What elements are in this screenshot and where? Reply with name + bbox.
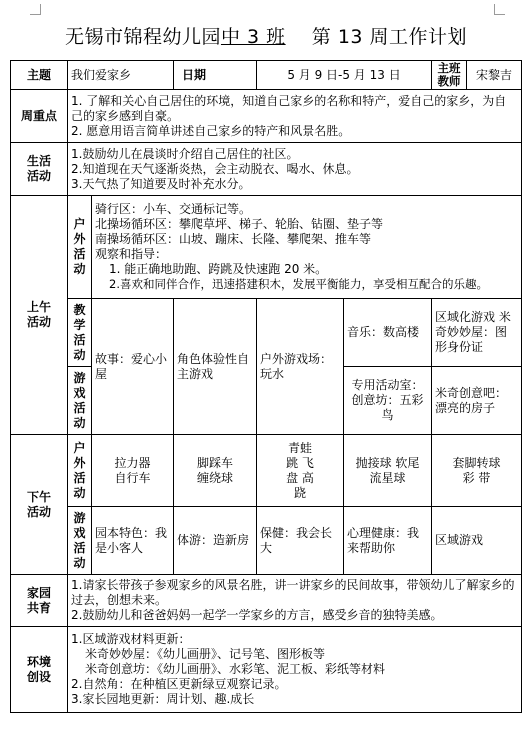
afternoon-outdoor-cell-5: 套脚转球 彩 带 (432, 435, 522, 507)
morning-label: 上午活动 (11, 196, 68, 435)
date-value: 5 月 9 日-5 月 13 日 (257, 61, 432, 90)
family-line-1: 1.请家长带孩子参观家乡的风景名胜，讲一讲家乡的民间故事，带领幼儿了解家乡的过去，创想未来。 (71, 578, 515, 607)
morning-story-cell: 故事：爱心小屋 (92, 299, 174, 435)
morning-creative-bar-cell: 米奇创意吧：漂亮的房子 (432, 367, 522, 435)
morning-area-game-cell: 区域化游戏 米奇妙妙屋：图形身份证 (432, 299, 522, 367)
family-line-2: 2.鼓励幼儿和爸爸妈妈一起学一学家乡的方言，感受乡音的独特美感。 (71, 608, 443, 622)
env-line-4: 2.自然角：在种植区更新绿豆观察记录。 (71, 677, 287, 691)
env-label: 环境创设 (11, 627, 68, 713)
afternoon-outdoor-row (11, 435, 522, 507)
env-content (68, 627, 522, 713)
focus-row (11, 90, 522, 143)
morning-outdoor-line-3: 南操场循环区：山坡、蹦床、长隆、攀爬架、推车等 (95, 232, 372, 246)
life-row (11, 143, 522, 196)
afternoon-game-cell-1: 园本特色：我是小客人 (92, 507, 174, 575)
morning-outdoor-line-2: 北操场循环区：攀爬草坪、梯子、轮胎、钻圈、垫子等 (95, 217, 384, 231)
morning-outdoor-line-6: 2.喜欢和同伴合作，迅速搭建积木，发展平衡能力，享受相互配合的乐趣。 (109, 277, 488, 291)
page-corner-mark-right (494, 4, 505, 15)
teacher-cell (432, 61, 522, 90)
morning-music-cell: 音乐：数高楼 (344, 299, 432, 367)
morning-teach-row (11, 299, 522, 367)
weekly-plan-table (10, 60, 522, 713)
life-line-3: 3.天气热了知道要及时补充水分。 (71, 176, 251, 191)
family-row (11, 575, 522, 627)
page-corner-mark-left (30, 4, 41, 15)
focus-line-1: 1. 了解和关心自己居住的环境，知道自己家乡的名称和特产，爱自己的家乡，为自己的家乡感到自豪。 (71, 93, 507, 123)
title-week: 第 13 周工作计划 (311, 26, 468, 48)
afternoon-game-cell-2: 体游：造新房 (174, 507, 257, 575)
afternoon-outdoor-label: 户外活动 (68, 435, 92, 507)
theme-label: 主题 (11, 61, 68, 90)
afternoon-outdoor-cell-4: 抛接球 软尾流星球 (344, 435, 432, 507)
afternoon-game-cell-5: 区域游戏 (432, 507, 522, 575)
theme-value: 我们爱家乡 (68, 61, 174, 90)
afternoon-game-cell-4: 心理健康：我来帮助你 (344, 507, 432, 575)
morning-outdoor-row (11, 196, 522, 299)
env-row (11, 627, 522, 713)
afternoon-label: 下午活动 (11, 435, 68, 575)
focus-line-2: 2. 愿意用语言简单讲述自己家乡的特产和风景名胜。 (71, 123, 351, 138)
life-line-1: 1.鼓励幼儿在晨谈时介绍自己居住的社区。 (71, 146, 299, 161)
teacher-value: 宋黎吉 (476, 67, 513, 82)
teacher-label: 主班教师 (432, 61, 467, 89)
env-line-2: 米奇妙妙屋：《幼儿画册》、记号笔、图形板等 (85, 647, 326, 661)
morning-game-label: 游戏活动 (68, 367, 92, 435)
focus-content (68, 90, 522, 143)
morning-role-game-cell: 角色体验性自主游戏 (174, 299, 257, 435)
page-title (0, 22, 532, 52)
morning-outdoor-line-1: 骑行区：小车、交通标记等。 (95, 202, 252, 216)
morning-outdoor-line-5: 1. 能正确地助跑、跨跳及快速跑 20 米。 (109, 262, 328, 276)
life-line-2: 2.知道现在天气逐渐炎热，会主动脱衣、喝水、休息。 (71, 161, 359, 176)
env-line-1: 1.区域游戏材料更新： (71, 632, 191, 646)
focus-label: 周重点 (11, 90, 68, 143)
morning-outdoor-game-cell: 户外游戏场：玩水 (257, 299, 344, 435)
morning-special-room-cell: 专用活动室：创意坊：五彩鸟 (344, 367, 432, 435)
morning-outdoor-label: 户外活动 (68, 196, 92, 299)
family-label: 家园共育 (11, 575, 68, 627)
morning-teach-label: 教学活动 (68, 299, 92, 367)
life-label: 生活活动 (11, 143, 68, 196)
family-content (68, 575, 522, 627)
afternoon-game-label: 游戏活动 (68, 507, 92, 575)
morning-outdoor-content (92, 196, 522, 299)
env-line-5: 3.家长园地更新：周计划、趣.成长 (71, 692, 255, 706)
afternoon-outdoor-cell-1: 拉力器 自行车 (92, 435, 174, 507)
env-line-3: 米奇创意坊：《幼儿画册》、水彩笔、泥工板、彩纸等材料 (85, 662, 386, 676)
afternoon-game-row (11, 507, 522, 575)
header-row (11, 61, 522, 90)
title-class: 中 3 班 (220, 26, 286, 48)
date-label: 日期 (174, 61, 257, 90)
afternoon-outdoor-cell-2: 脚踩车 缠绕球 (174, 435, 257, 507)
title-kindergarten: 无锡市锦程幼儿园 (64, 26, 221, 48)
afternoon-outdoor-cell-3: 青蛙跳 飞 盘 高 跷 (257, 435, 344, 507)
afternoon-game-cell-3: 保健：我会长大 (257, 507, 344, 575)
morning-outdoor-line-4: 观察和指导： (95, 247, 168, 261)
life-content (68, 143, 522, 196)
